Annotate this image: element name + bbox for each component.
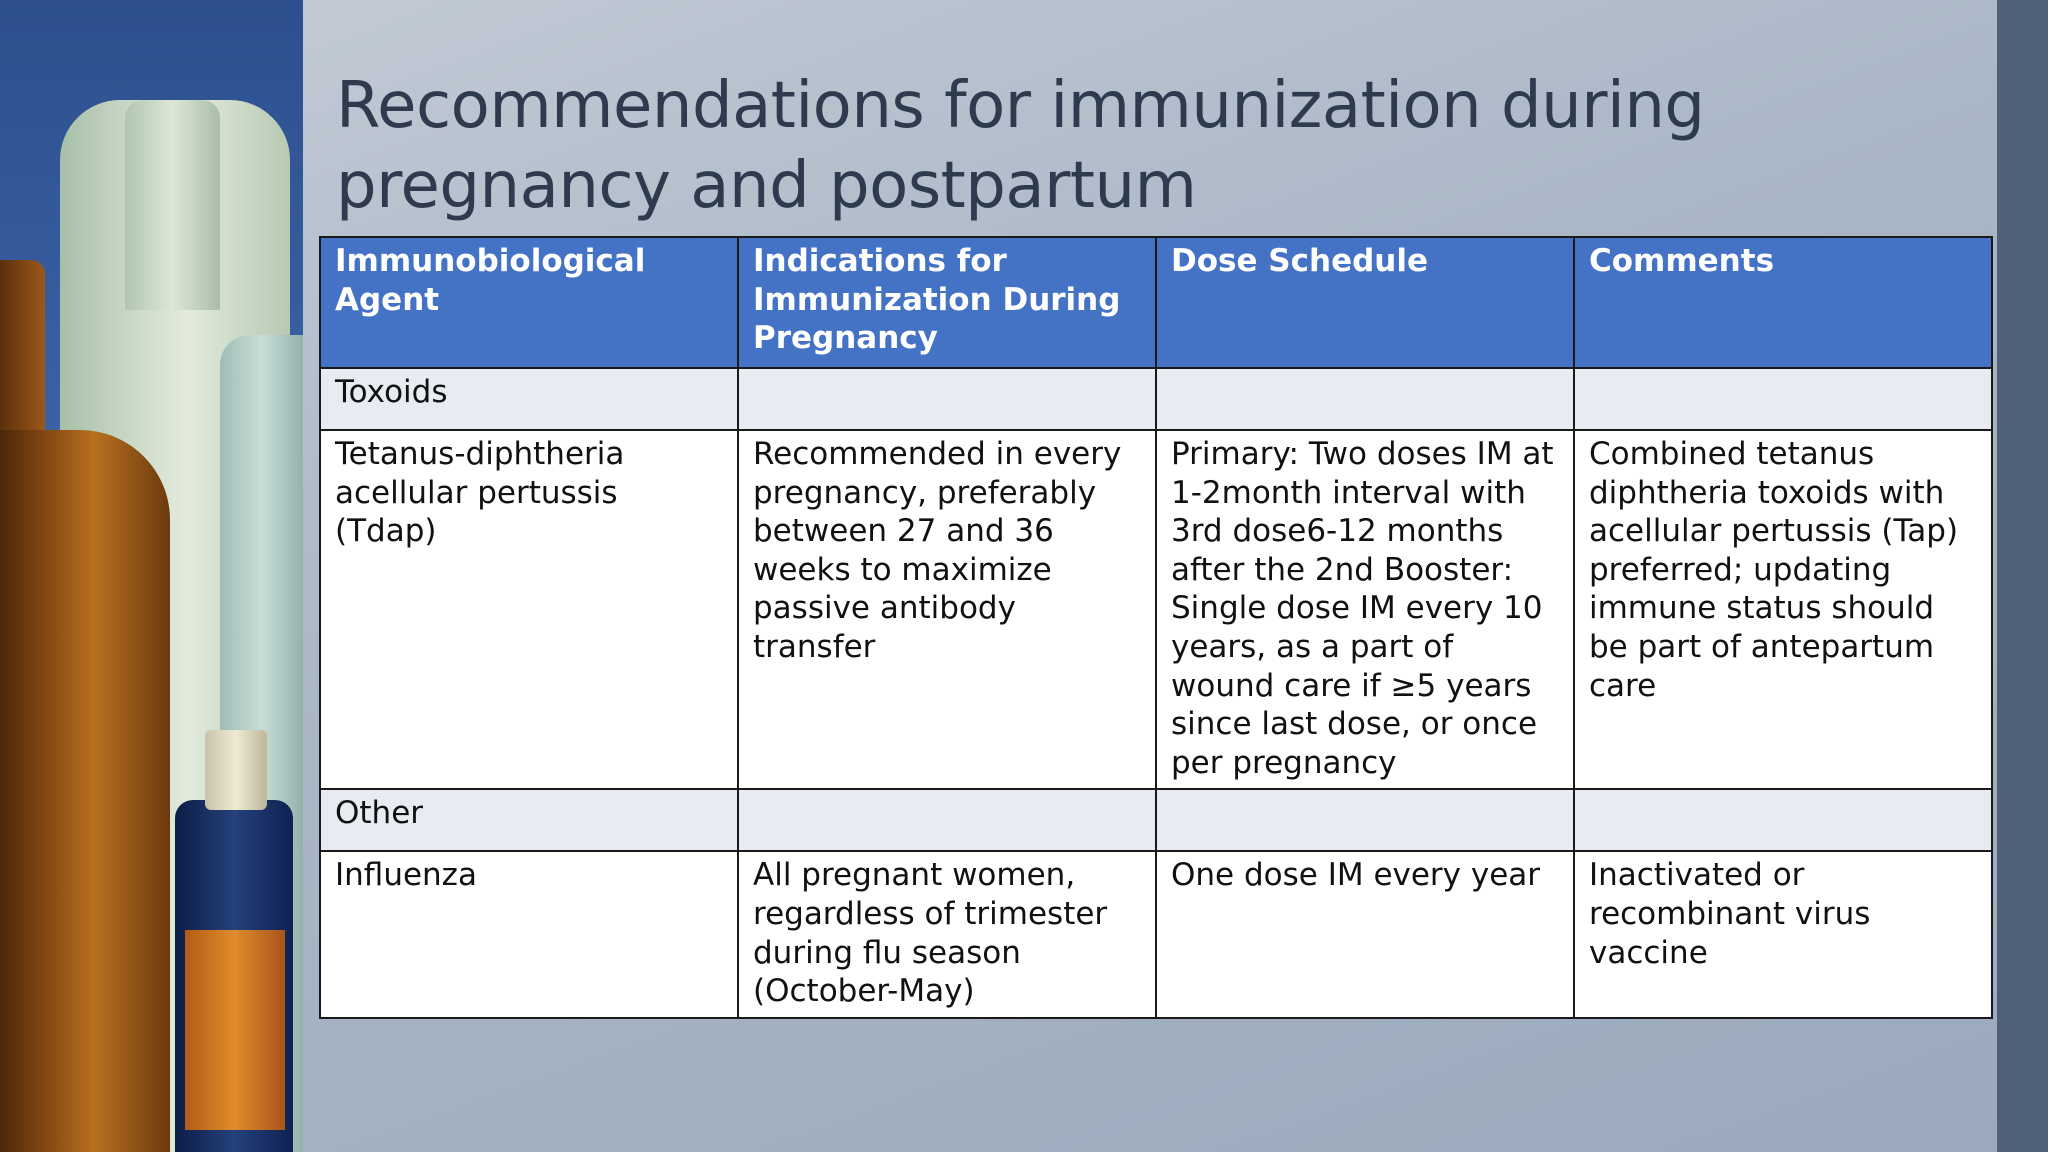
table-cell: All pregnant women, regardless of trimester during flu season (October-May) <box>738 851 1156 1017</box>
header-dose-schedule: Dose Schedule <box>1156 237 1574 368</box>
immunization-table <box>319 236 1993 1019</box>
table-cell: Primary: Two doses IM at 1-2month interval with 3rd dose6-12 months after the 2nd Booster: Single dose IM every 10 years, as a part of wound care if ≥5 years since last dose, or once per pregnancy <box>1156 430 1574 789</box>
medicine-bottles-photo <box>0 0 303 1152</box>
table-row-influenza <box>320 851 1992 1017</box>
group-row-other <box>320 789 1992 851</box>
small-bottle-label <box>185 930 285 1130</box>
slide-title: Recommendations for immunization during pregnancy and postpartum <box>336 69 1705 223</box>
table-cell <box>738 789 1156 851</box>
header-indications: Indications for Immunization During Pregnancy <box>738 237 1156 368</box>
table-cell: Influenza <box>320 851 738 1017</box>
table-cell <box>1574 789 1992 851</box>
table-cell: Toxoids <box>320 368 738 430</box>
small-bottle-cap <box>205 730 267 810</box>
table-cell <box>1156 368 1574 430</box>
right-accent-bar <box>1997 0 2048 1152</box>
group-row-toxoids <box>320 368 1992 430</box>
table-header-row <box>320 237 1992 368</box>
table-cell: Other <box>320 789 738 851</box>
header-agent: Immunobiological Agent <box>320 237 738 368</box>
table-cell: Recommended in every pregnancy, preferably between 27 and 36 weeks to maximize passive antibody transfer <box>738 430 1156 789</box>
table-cell: Tetanus-diphtheria acellular pertussis (Tdap) <box>320 430 738 789</box>
table-row-tdap <box>320 430 1992 789</box>
green-bottle-neck <box>125 100 220 310</box>
table-cell <box>1574 368 1992 430</box>
amber-bottle <box>0 430 170 1152</box>
table-cell: One dose IM every year <box>1156 851 1574 1017</box>
table-cell: Combined tetanus diphtheria toxoids with acellular pertussis (Tap) preferred; updating immune status should be part of antepartum care <box>1574 430 1992 789</box>
table-cell: Inactivated or recombinant virus vaccine <box>1574 851 1992 1017</box>
table-cell <box>1156 789 1574 851</box>
header-comments: Comments <box>1574 237 1992 368</box>
table-cell <box>738 368 1156 430</box>
